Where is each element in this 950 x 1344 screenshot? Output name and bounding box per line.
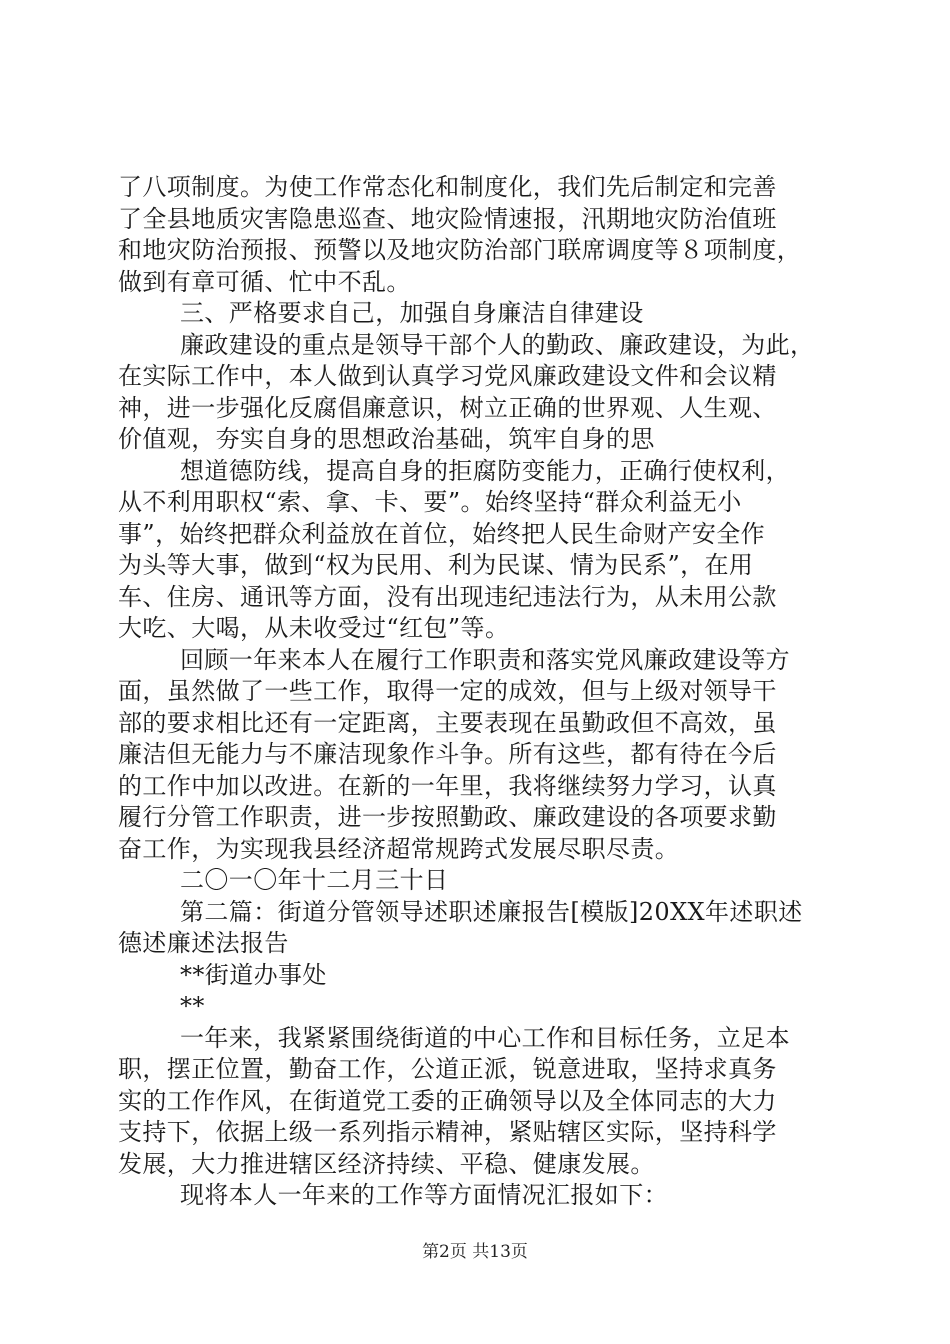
text-line: 价值观，夯实自身的思想政治基础，筑牢自身的思 [118, 425, 655, 453]
text-line: 回顾一年来本人在履行工作职责和落实党风廉政建设等方 [180, 645, 790, 674]
text-line: 和地灾防治预报、预警以及地灾防治部门联席调度等８项制度， [118, 236, 802, 264]
text-line: 二〇一〇年十二月三十日 [180, 866, 449, 894]
text-line: 在实际工作中，本人做到认真学习党风廉政建设文件和会议精 [118, 362, 777, 390]
text-line: 实的工作作风，在街道党工委的正确领导以及全体同志的大力 [118, 1086, 777, 1115]
text-line: 为头等大事，做到“权为民用、利为民谋、情为民系”，在用 [118, 551, 754, 579]
text-line: 支持下，依据上级一系列指示精神，紧贴辖区实际，坚持科学 [118, 1118, 777, 1146]
document-body [118, 172, 853, 1212]
text-line: 履行分管工作职责，进一步按照勤政、廉政建设的各项要求勤 [118, 803, 777, 831]
page-footer: 第2页 共13页 [422, 1242, 528, 1262]
text-line: 德述廉述法报告 [118, 929, 289, 957]
text-line: 了全县地质灾害隐患巡查、地灾险情速报，汛期地灾防治值班 [118, 204, 777, 233]
text-line: 一年来，我紧紧围绕街道的中心工作和目标任务，立足本 [180, 1023, 790, 1052]
text-line: 奋工作，为实现我县经济超常规跨式发展尽职尽责。 [118, 834, 680, 863]
text-line: 从不利用职权“索、拿、卡、要”。始终坚持“群众利益无小 [118, 488, 742, 516]
text-line: 职，摆正位置，勤奋工作，公道正派，锐意进取，坚持求真务 [118, 1055, 777, 1083]
text-line: 事”，始终把群众利益放在首位，始终把人民生命财产安全作 [118, 519, 766, 548]
text-line: 的工作中加以改进。在新的一年里，我将继续努力学习，认真 [118, 771, 777, 800]
text-line: 了八项制度。为使工作常态化和制度化，我们先后制定和完善 [118, 173, 777, 201]
text-line: 面，虽然做了一些工作，取得一定的成效，但与上级对领导干 [118, 677, 777, 705]
text-line: 现将本人一年来的工作等方面情况汇报如下： [180, 1181, 668, 1209]
text-line: 发展，大力推进辖区经济持续、平稳、健康发展。 [118, 1149, 655, 1178]
text-line: 神，进一步强化反腐倡廉意识，树立正确的世界观、人生观、 [118, 393, 777, 422]
text-line: 部的要求相比还有一定距离，主要表现在虽勤政但不高效，虽 [118, 708, 777, 737]
text-line: 想道德防线，提高自身的拒腐防变能力，正确行使权利， [180, 456, 790, 485]
text-line: ** [180, 992, 205, 1020]
text-line: 第二篇：街道分管领导述职述廉报告[模版]20XX年述职述 [180, 897, 803, 926]
text-line: **街道办事处 [180, 960, 327, 989]
text-line: 三、严格要求自己，加强自身廉洁自律建设 [180, 299, 644, 327]
text-line: 廉政建设的重点是领导干部个人的勤政、廉政建设，为此， [180, 330, 815, 359]
text-line: 廉洁但无能力与不廉洁现象作斗争。所有这些，都有待在今后 [118, 740, 777, 768]
text-line: 车、住房、通讯等方面，没有出现违纪违法行为，从未用公款 [118, 582, 777, 611]
text-line: 做到有章可循、忙中不乱。 [118, 267, 411, 296]
text-line: 大吃、大喝，从未收受过“红包”等。 [118, 614, 510, 642]
